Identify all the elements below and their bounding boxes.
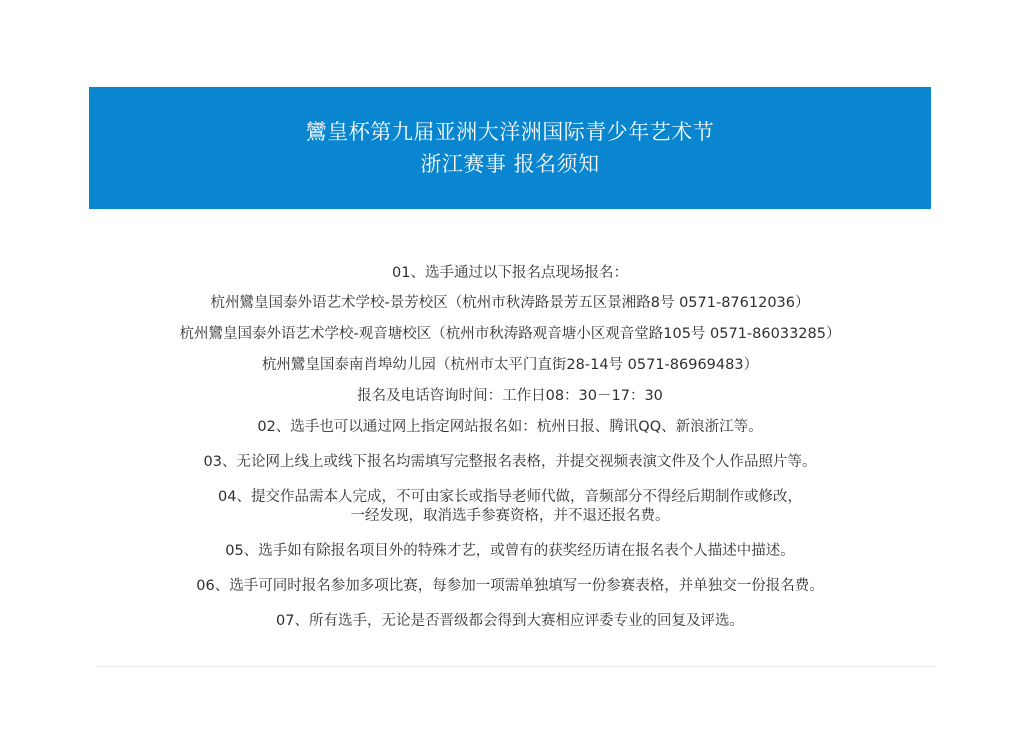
venue-1: 杭州鸞皇国泰外语艺术学校-景芳校区（杭州市秋涛路景芳五区景湘路8号 0571-87612036） <box>210 295 810 311</box>
consult-hours: 报名及电话咨询时间：工作日08：30－17：30 <box>357 388 663 404</box>
venue-3: 杭州鸞皇国泰南肖埠幼儿园（杭州市太平门直街28-14号 0571-86969483） <box>261 357 759 373</box>
venue-2: 杭州鸞皇国泰外语艺术学校-观音塘校区（杭州市秋涛路观音塘小区观音堂路105号 0571-86033285） <box>179 326 841 342</box>
item-04-line1: 04、提交作品需本人完成，不可由家长或指导老师代做，音频部分不得经后期制作或修改， <box>218 489 802 505</box>
bottom-divider <box>96 666 936 667</box>
banner-title-line2: 浙江赛事 报名须知 <box>420 152 600 176</box>
item-03: 03、无论网上线上或线下报名均需填写完整报名表格，并提交视频表演文件及个人作品照片等。 <box>203 454 817 470</box>
item-02: 02、选手也可以通过网上指定网站报名如：杭州日报、腾讯QQ、新浪浙江等。 <box>257 419 763 435</box>
item-05: 05、选手如有除报名项目外的特殊才艺，或曾有的获奖经历请在报名表个人描述中描述。 <box>225 543 795 559</box>
header-banner <box>89 87 931 209</box>
banner-title-line1: 鸞皇杯第九届亚洲大洋洲国际青少年艺术节 <box>305 120 715 144</box>
item-04-line2: 一经发现，取消选手参赛资格，并不退还报名费。 <box>350 508 670 524</box>
item-07: 07、所有选手，无论是否晋级都会得到大赛相应评委专业的回复及评选。 <box>276 613 744 629</box>
item-06: 06、选手可同时报名参加多项比赛，每参加一项需单独填写一份参赛表格，并单独交一份报名费。 <box>196 578 824 594</box>
item-01-heading: 01、选手通过以下报名点现场报名： <box>392 265 628 281</box>
